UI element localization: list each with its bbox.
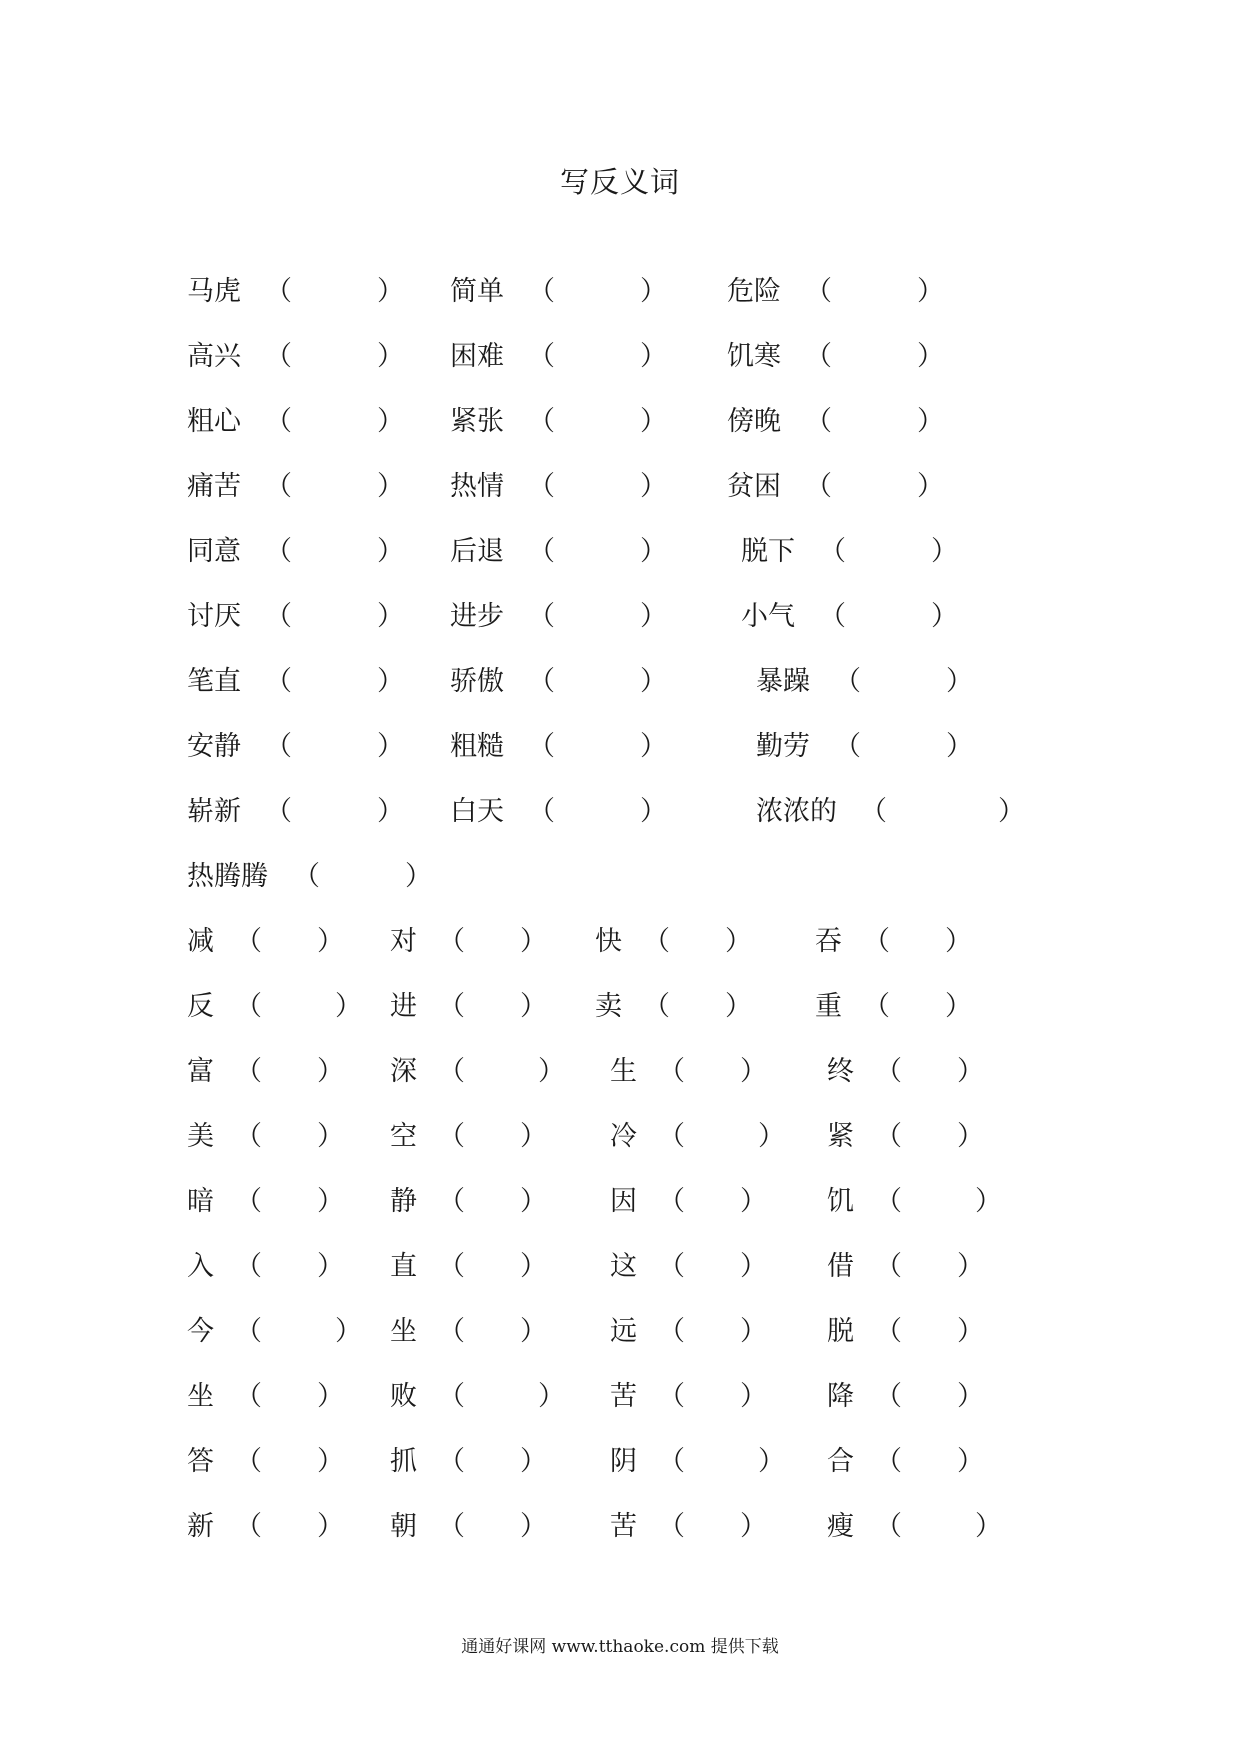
single-char-item: [187, 922, 344, 962]
prompt-word: 直: [390, 1251, 417, 1282]
antonym-item: [187, 597, 404, 637]
prompt-word: 阴: [610, 1446, 637, 1477]
answer-paren-open: （: [658, 1316, 685, 1347]
prompt-word: 脱下: [741, 536, 795, 567]
answer-paren-open: （: [438, 1446, 465, 1477]
single-char-item: [815, 987, 972, 1027]
prompt-word: 瘦: [827, 1511, 854, 1542]
single-char-item: [390, 987, 547, 1027]
answer-paren-open: （: [805, 341, 832, 372]
answer-paren-close: ）: [317, 1251, 344, 1282]
prompt-word: 败: [390, 1381, 417, 1412]
answer-paren-close: ）: [725, 991, 752, 1022]
answer-paren-open: （: [438, 991, 465, 1022]
answer-paren-close: ）: [640, 666, 667, 697]
answer-paren-close: ）: [317, 1446, 344, 1477]
prompt-word: 降: [827, 1381, 854, 1412]
antonym-item: [727, 272, 944, 312]
answer-paren-open: （: [235, 1186, 262, 1217]
answer-paren-close: ）: [957, 1056, 984, 1087]
answer-paren-open: （: [528, 471, 555, 502]
answer-paren-open: （: [658, 1446, 685, 1477]
answer-paren-close: ）: [957, 1381, 984, 1412]
answer-paren-open: （: [528, 601, 555, 632]
antonym-item: [450, 532, 667, 572]
answer-paren-close: ）: [377, 666, 404, 697]
answer-paren-open: （: [643, 991, 670, 1022]
answer-paren-close: ）: [946, 731, 973, 762]
single-char-item: [390, 1052, 565, 1092]
answer-paren-open: （: [235, 1511, 262, 1542]
antonym-item: [727, 467, 944, 507]
answer-paren-close: ）: [640, 471, 667, 502]
answer-paren-open: （: [265, 406, 292, 437]
answer-paren-open: （: [863, 991, 890, 1022]
answer-paren-open: （: [528, 341, 555, 372]
answer-paren-close: ）: [725, 926, 752, 957]
answer-paren-open: （: [805, 471, 832, 502]
answer-paren-close: ）: [945, 991, 972, 1022]
prompt-word: 崭新: [187, 796, 241, 827]
answer-paren-open: （: [658, 1511, 685, 1542]
answer-paren-close: ）: [520, 1316, 547, 1347]
prompt-word: 暗: [187, 1186, 214, 1217]
single-char-item: [610, 1377, 767, 1417]
antonym-item: [450, 467, 667, 507]
answer-paren-open: （: [528, 731, 555, 762]
prompt-word: 快: [595, 926, 622, 957]
prompt-word: 同意: [187, 536, 241, 567]
prompt-word: 进: [390, 991, 417, 1022]
answer-paren-open: （: [235, 1251, 262, 1282]
answer-paren-open: （: [293, 861, 320, 892]
answer-paren-open: （: [834, 666, 861, 697]
prompt-word: 危险: [727, 276, 781, 307]
single-char-item: [827, 1312, 984, 1352]
answer-paren-close: ）: [640, 536, 667, 567]
antonym-item: [450, 727, 667, 767]
answer-paren-close: ）: [931, 601, 958, 632]
prompt-word: 紧张: [450, 406, 504, 437]
answer-paren-close: ）: [335, 991, 362, 1022]
single-char-item: [827, 1052, 984, 1092]
answer-paren-open: （: [265, 601, 292, 632]
prompt-word: 粗心: [187, 406, 241, 437]
answer-paren-open: （: [528, 666, 555, 697]
answer-paren-open: （: [528, 406, 555, 437]
antonym-item: [187, 857, 432, 897]
answer-paren-open: （: [235, 1121, 262, 1152]
prompt-word: 合: [827, 1446, 854, 1477]
prompt-word: 新: [187, 1511, 214, 1542]
prompt-word: 粗糙: [450, 731, 504, 762]
answer-paren-close: ）: [957, 1251, 984, 1282]
antonym-item: [450, 662, 667, 702]
prompt-word: 静: [390, 1186, 417, 1217]
answer-paren-open: （: [528, 276, 555, 307]
antonym-item: [450, 402, 667, 442]
prompt-word: 因: [610, 1186, 637, 1217]
prompt-word: 白天: [450, 796, 504, 827]
single-char-item: [595, 922, 752, 962]
answer-paren-close: ）: [377, 796, 404, 827]
answer-paren-close: ）: [740, 1056, 767, 1087]
answer-paren-close: ）: [957, 1121, 984, 1152]
prompt-word: 入: [187, 1251, 214, 1282]
answer-paren-open: （: [658, 1121, 685, 1152]
answer-paren-close: ）: [740, 1511, 767, 1542]
antonym-item: [727, 402, 944, 442]
single-char-item: [610, 1182, 767, 1222]
prompt-word: 富: [187, 1056, 214, 1087]
antonym-item: [187, 662, 404, 702]
answer-paren-close: ）: [917, 341, 944, 372]
answer-paren-open: （: [875, 1381, 902, 1412]
single-char-item: [827, 1117, 984, 1157]
answer-paren-close: ）: [377, 471, 404, 502]
answer-paren-open: （: [658, 1186, 685, 1217]
answer-paren-close: ）: [377, 406, 404, 437]
answer-paren-open: （: [438, 926, 465, 957]
answer-paren-close: ）: [520, 1446, 547, 1477]
antonym-item: [450, 337, 667, 377]
prompt-word: 饥寒: [727, 341, 781, 372]
answer-paren-open: （: [528, 796, 555, 827]
answer-paren-close: ）: [317, 1121, 344, 1152]
answer-paren-open: （: [235, 1056, 262, 1087]
answer-paren-close: ）: [538, 1056, 565, 1087]
answer-paren-close: ）: [640, 796, 667, 827]
answer-paren-open: （: [805, 406, 832, 437]
prompt-word: 苦: [610, 1381, 637, 1412]
single-char-item: [815, 922, 972, 962]
answer-paren-open: （: [819, 601, 846, 632]
answer-paren-open: （: [265, 536, 292, 567]
antonym-item: [450, 792, 667, 832]
single-char-item: [390, 1507, 547, 1547]
prompt-word: 冷: [610, 1121, 637, 1152]
antonym-item: [187, 727, 404, 767]
prompt-word: 空: [390, 1121, 417, 1152]
answer-paren-close: ）: [317, 926, 344, 957]
answer-paren-close: ）: [640, 601, 667, 632]
single-char-item: [187, 1377, 344, 1417]
answer-paren-close: ）: [931, 536, 958, 567]
prompt-word: 苦: [610, 1511, 637, 1542]
prompt-word: 这: [610, 1251, 637, 1282]
single-char-item: [610, 1312, 767, 1352]
page-title: 写反义词: [559, 165, 680, 199]
answer-paren-open: （: [438, 1316, 465, 1347]
prompt-word: 热腾腾: [187, 861, 268, 892]
prompt-word: 暴躁: [756, 666, 810, 697]
antonym-item: [187, 272, 404, 312]
answer-paren-close: ）: [640, 276, 667, 307]
single-char-item: [187, 1052, 344, 1092]
answer-paren-close: ）: [538, 1381, 565, 1412]
answer-paren-close: ）: [758, 1446, 785, 1477]
answer-paren-close: ）: [957, 1446, 984, 1477]
answer-paren-open: （: [438, 1381, 465, 1412]
answer-paren-open: （: [265, 471, 292, 502]
single-char-item: [610, 1052, 767, 1092]
answer-paren-open: （: [438, 1511, 465, 1542]
antonym-item: [727, 337, 944, 377]
prompt-word: 远: [610, 1316, 637, 1347]
antonym-item: [187, 467, 404, 507]
answer-paren-open: （: [265, 341, 292, 372]
answer-paren-open: （: [265, 796, 292, 827]
single-char-item: [390, 1312, 547, 1352]
antonym-item: [756, 792, 1025, 832]
prompt-word: 高兴: [187, 341, 241, 372]
single-char-item: [827, 1507, 1002, 1547]
answer-paren-close: ）: [917, 406, 944, 437]
answer-paren-open: （: [235, 926, 262, 957]
answer-paren-close: ）: [377, 276, 404, 307]
prompt-word: 简单: [450, 276, 504, 307]
answer-paren-close: ）: [377, 731, 404, 762]
answer-paren-open: （: [860, 796, 887, 827]
prompt-word: 生: [610, 1056, 637, 1087]
antonym-item: [741, 532, 958, 572]
answer-paren-open: （: [438, 1186, 465, 1217]
antonym-item: [187, 532, 404, 572]
answer-paren-close: ）: [975, 1186, 1002, 1217]
answer-paren-close: ）: [520, 1121, 547, 1152]
answer-paren-open: （: [875, 1316, 902, 1347]
prompt-word: 饥: [827, 1186, 854, 1217]
prompt-word: 卖: [595, 991, 622, 1022]
prompt-word: 骄傲: [450, 666, 504, 697]
single-char-item: [827, 1377, 984, 1417]
answer-paren-close: ）: [640, 406, 667, 437]
answer-paren-close: ）: [917, 276, 944, 307]
answer-paren-close: ）: [957, 1316, 984, 1347]
answer-paren-open: （: [819, 536, 846, 567]
answer-paren-close: ）: [740, 1186, 767, 1217]
answer-paren-close: ）: [640, 341, 667, 372]
single-char-item: [610, 1247, 767, 1287]
antonym-item: [187, 402, 404, 442]
prompt-word: 勤劳: [756, 731, 810, 762]
answer-paren-close: ）: [520, 991, 547, 1022]
prompt-word: 朝: [390, 1511, 417, 1542]
answer-paren-close: ）: [405, 861, 432, 892]
answer-paren-open: （: [863, 926, 890, 957]
prompt-word: 讨厌: [187, 601, 241, 632]
answer-paren-close: ）: [945, 926, 972, 957]
answer-paren-open: （: [658, 1381, 685, 1412]
single-char-item: [187, 987, 362, 1027]
prompt-word: 反: [187, 991, 214, 1022]
answer-paren-open: （: [875, 1121, 902, 1152]
single-char-item: [187, 1442, 344, 1482]
single-char-item: [827, 1442, 984, 1482]
prompt-word: 脱: [827, 1316, 854, 1347]
answer-paren-open: （: [643, 926, 670, 957]
answer-paren-close: ）: [998, 796, 1025, 827]
answer-paren-close: ）: [520, 926, 547, 957]
answer-paren-open: （: [235, 1316, 262, 1347]
prompt-word: 借: [827, 1251, 854, 1282]
answer-paren-open: （: [875, 1511, 902, 1542]
prompt-word: 困难: [450, 341, 504, 372]
single-char-item: [610, 1507, 767, 1547]
single-char-item: [187, 1247, 344, 1287]
single-char-item: [390, 922, 547, 962]
prompt-word: 马虎: [187, 276, 241, 307]
prompt-word: 答: [187, 1446, 214, 1477]
antonym-item: [450, 597, 667, 637]
answer-paren-open: （: [438, 1251, 465, 1282]
antonym-item: [187, 337, 404, 377]
antonym-item: [741, 597, 958, 637]
answer-paren-open: （: [875, 1056, 902, 1087]
prompt-word: 美: [187, 1121, 214, 1152]
prompt-word: 对: [390, 926, 417, 957]
antonym-item: [756, 727, 973, 767]
answer-paren-close: ）: [317, 1381, 344, 1412]
answer-paren-close: ）: [758, 1121, 785, 1152]
prompt-word: 傍晚: [727, 406, 781, 437]
answer-paren-open: （: [235, 1446, 262, 1477]
single-char-item: [187, 1312, 362, 1352]
answer-paren-open: （: [875, 1251, 902, 1282]
prompt-word: 减: [187, 926, 214, 957]
prompt-word: 痛苦: [187, 471, 241, 502]
prompt-word: 浓浓的: [756, 796, 837, 827]
answer-paren-open: （: [658, 1056, 685, 1087]
answer-paren-close: ）: [740, 1381, 767, 1412]
answer-paren-close: ）: [975, 1511, 1002, 1542]
answer-paren-open: （: [834, 731, 861, 762]
prompt-word: 今: [187, 1316, 214, 1347]
single-char-item: [595, 987, 752, 1027]
single-char-item: [187, 1182, 344, 1222]
prompt-word: 坐: [187, 1381, 214, 1412]
answer-paren-open: （: [805, 276, 832, 307]
footer-credit: 通通好课网 www.tthaoke.com 提供下载: [461, 1637, 779, 1657]
answer-paren-open: （: [265, 666, 292, 697]
antonym-item: [756, 662, 973, 702]
answer-paren-close: ）: [520, 1251, 547, 1282]
answer-paren-open: （: [235, 991, 262, 1022]
single-char-item: [827, 1247, 984, 1287]
prompt-word: 安静: [187, 731, 241, 762]
prompt-word: 小气: [741, 601, 795, 632]
answer-paren-open: （: [438, 1056, 465, 1087]
antonym-item: [450, 272, 667, 312]
single-char-item: [390, 1182, 547, 1222]
answer-paren-close: ）: [377, 601, 404, 632]
answer-paren-close: ）: [520, 1186, 547, 1217]
single-char-item: [187, 1117, 344, 1157]
single-char-item: [390, 1377, 565, 1417]
antonym-item: [187, 792, 404, 832]
answer-paren-close: ）: [740, 1316, 767, 1347]
answer-paren-open: （: [438, 1121, 465, 1152]
single-char-item: [610, 1442, 785, 1482]
single-char-item: [610, 1117, 785, 1157]
answer-paren-open: （: [658, 1251, 685, 1282]
prompt-word: 重: [815, 991, 842, 1022]
prompt-word: 坐: [390, 1316, 417, 1347]
answer-paren-close: ）: [377, 536, 404, 567]
prompt-word: 终: [827, 1056, 854, 1087]
answer-paren-open: （: [875, 1186, 902, 1217]
single-char-item: [827, 1182, 1002, 1222]
answer-paren-close: ）: [317, 1186, 344, 1217]
prompt-word: 紧: [827, 1121, 854, 1152]
answer-paren-close: ）: [946, 666, 973, 697]
prompt-word: 热情: [450, 471, 504, 502]
answer-paren-close: ）: [377, 341, 404, 372]
prompt-word: 抓: [390, 1446, 417, 1477]
prompt-word: 吞: [815, 926, 842, 957]
answer-paren-open: （: [875, 1446, 902, 1477]
answer-paren-open: （: [528, 536, 555, 567]
answer-paren-close: ）: [640, 731, 667, 762]
answer-paren-close: ）: [917, 471, 944, 502]
single-char-item: [390, 1247, 547, 1287]
prompt-word: 深: [390, 1056, 417, 1087]
answer-paren-close: ）: [335, 1316, 362, 1347]
single-char-item: [390, 1117, 547, 1157]
prompt-word: 后退: [450, 536, 504, 567]
answer-paren-open: （: [235, 1381, 262, 1412]
single-char-item: [187, 1507, 344, 1547]
answer-paren-close: ）: [520, 1511, 547, 1542]
prompt-word: 进步: [450, 601, 504, 632]
single-char-item: [390, 1442, 547, 1482]
answer-paren-open: （: [265, 731, 292, 762]
prompt-word: 笔直: [187, 666, 241, 697]
answer-paren-close: ）: [740, 1251, 767, 1282]
answer-paren-close: ）: [317, 1511, 344, 1542]
prompt-word: 贫困: [727, 471, 781, 502]
answer-paren-open: （: [265, 276, 292, 307]
answer-paren-close: ）: [317, 1056, 344, 1087]
